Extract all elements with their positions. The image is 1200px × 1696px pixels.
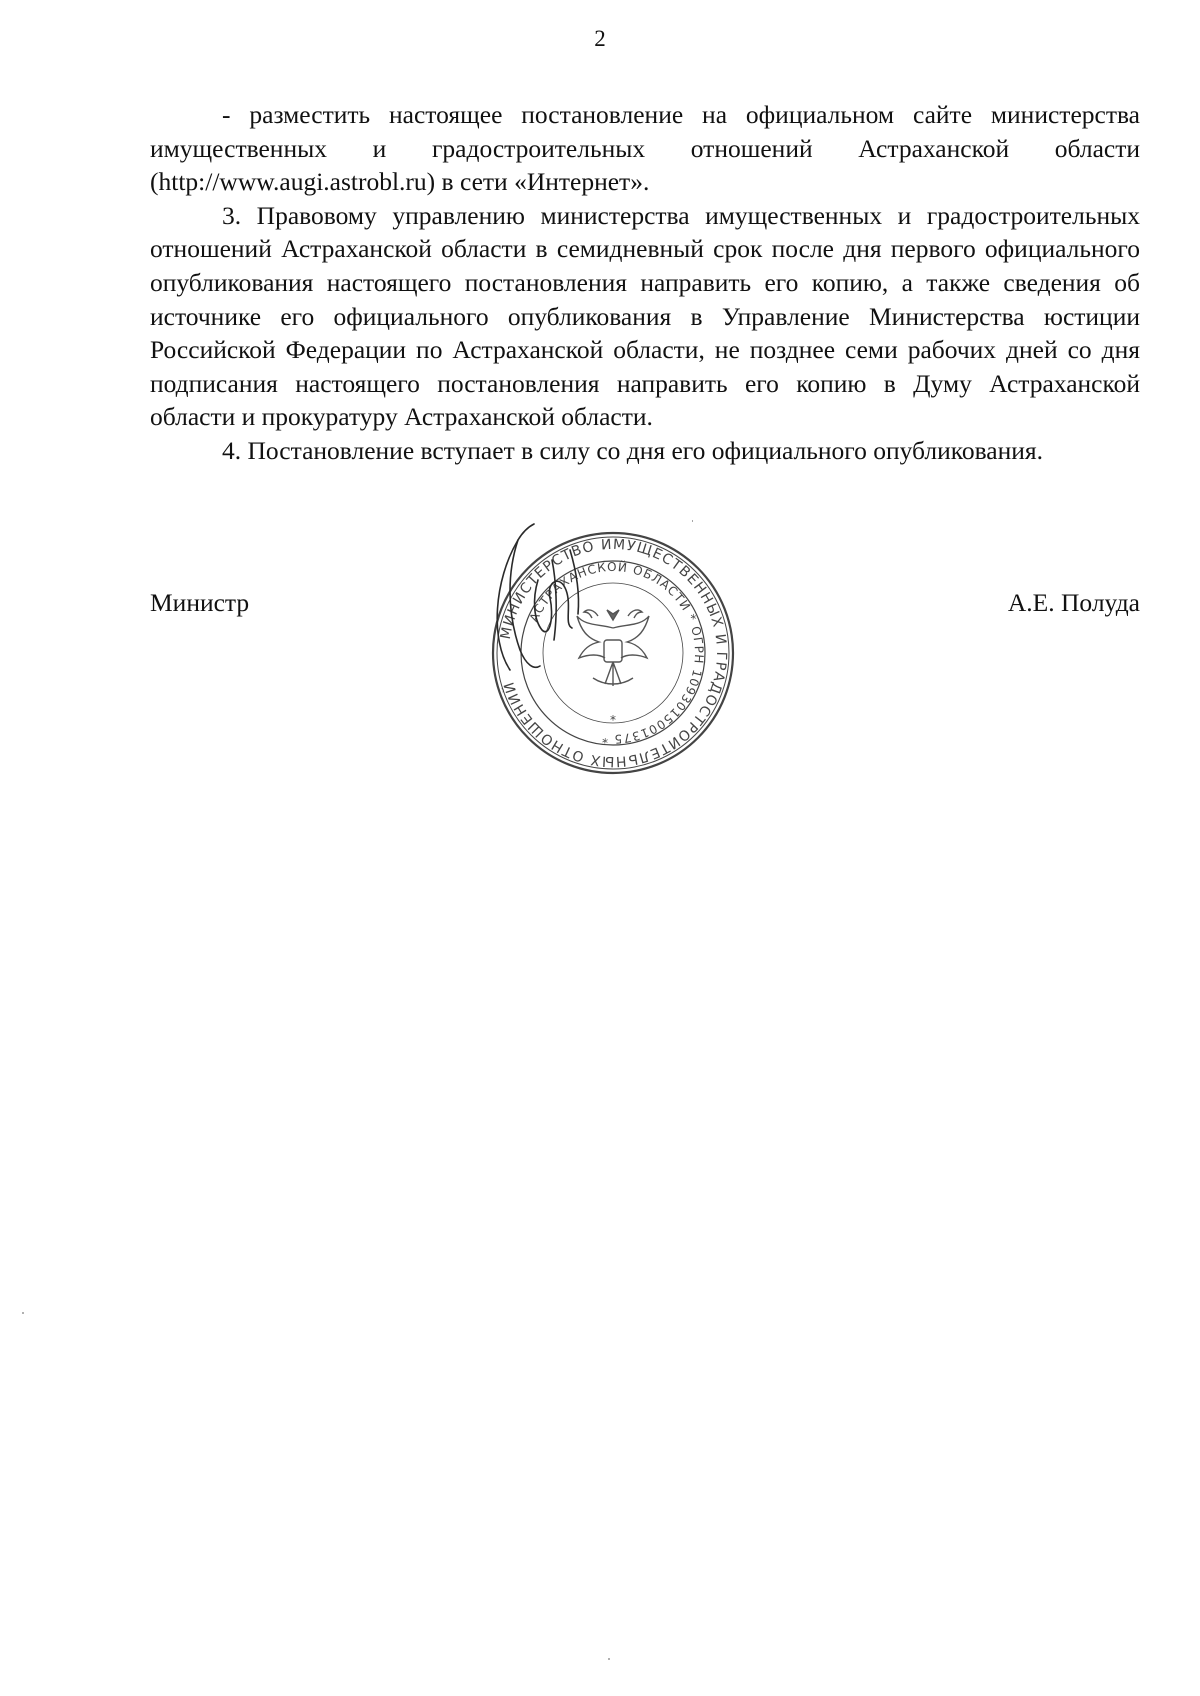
handwritten-signature [480, 520, 660, 710]
signer-name: А.Е. Полуда [1007, 588, 1140, 617]
paragraph-legal-department: 3. Правовому управлению министерства имущественных и градостроительных отношений Астраханской области в семидневный срок после дня первого официального опубликования настоящего постановления направить его копию, а также сведения об источнике его официального опубликования в Управление Министерства юстиции Российской Федерации по Астраханской области, не позднее семи рабочих дней со дня подписания настоящего постановления направить его копию в Думу Астраханской области и прокуратуру Астраханской области. [150, 200, 1140, 432]
scan-speck [608, 1658, 610, 1660]
paragraph-publish-on-site: - разместить настоящее постановление на официальном сайте министерства имущественных и градостроительных отношений Астраханской области (http://www.augi.astrobl.ru) в сети «Интернет». [150, 100, 1140, 197]
page-number: 2 [594, 26, 606, 51]
svg-text:*: * [610, 713, 616, 727]
signer-title: Министр [150, 588, 250, 617]
svg-text:МИНИСТЕРСТВО ИМУЩЕСТВЕННЫХ И Г: МИНИСТЕРСТВО ИМУЩЕСТВЕННЫХ И ГРАДОСТРОИТЕЛЬНЫХ ОТНОШЕНИЙ [497, 536, 730, 770]
document-body [150, 98, 1140, 468]
scan-speck [22, 1312, 24, 1314]
scan-speck [692, 520, 693, 522]
svg-text:АСТРАХАНСКОЙ ОБЛАСТИ * ОГРН 10: АСТРАХАНСКОЙ ОБЛАСТИ * ОГРН 1093015001375 * [526, 559, 707, 747]
paragraph-effective-date: 4. Постановление вступает в силу со дня его официального опубликования. [222, 435, 1043, 465]
